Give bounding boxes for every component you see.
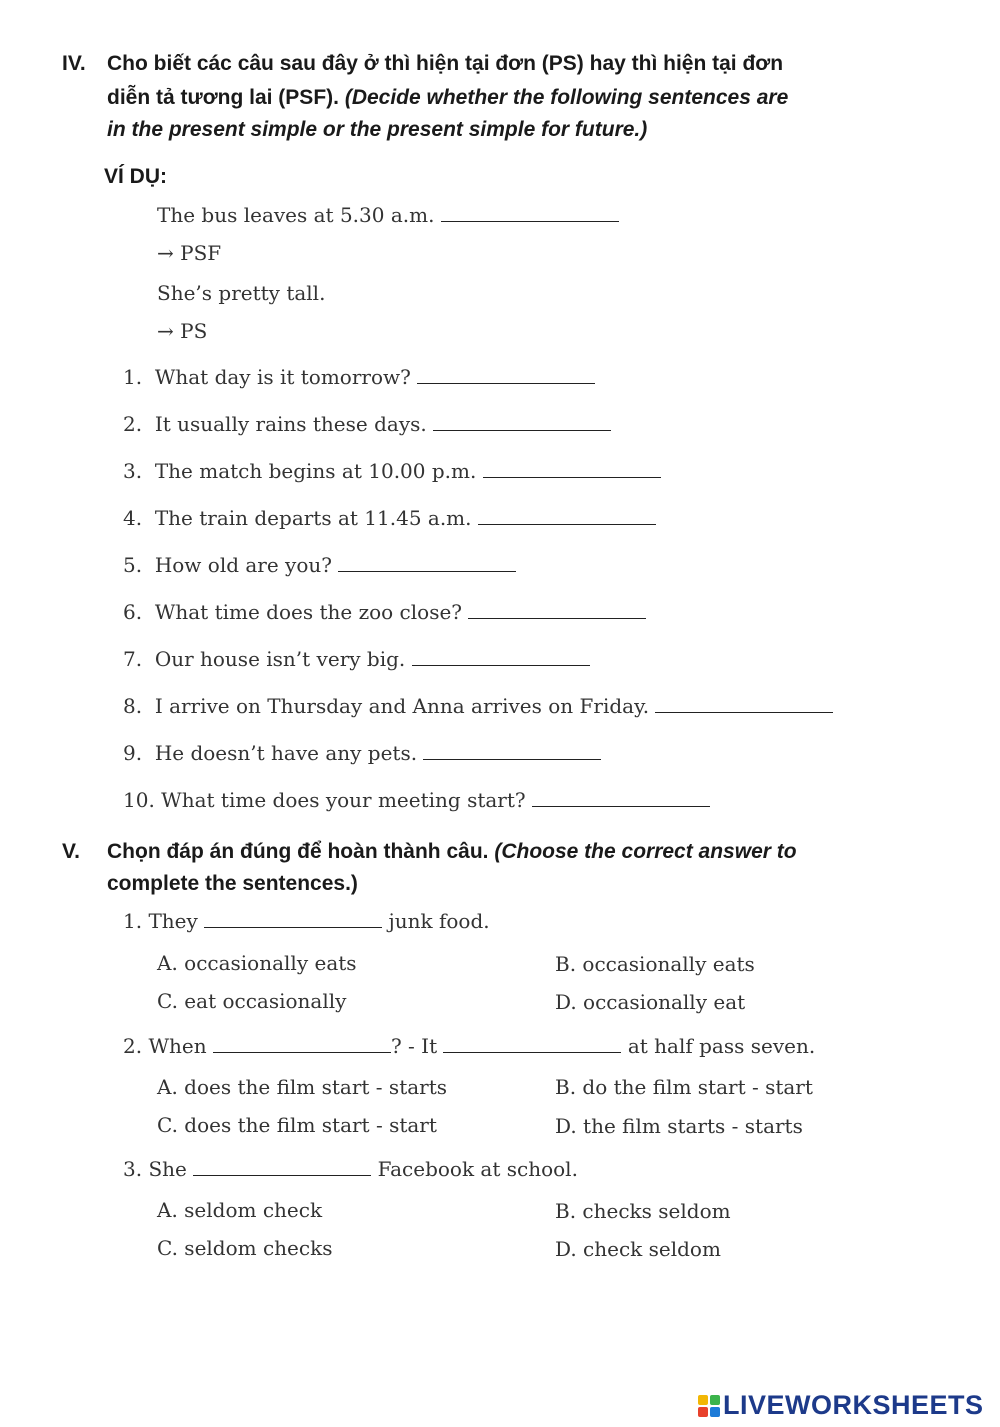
q3-option-b[interactable]: B. checks seldom	[555, 1199, 731, 1223]
section-5-number: V.	[62, 840, 80, 863]
section-5-title-line1	[107, 836, 797, 868]
answer-blank-3[interactable]	[483, 459, 661, 478]
example-1-blank	[441, 203, 619, 222]
item-text: I arrive on Thursday and Anna arrives on Friday.	[154, 694, 650, 718]
item-text: What time does the zoo close?	[154, 600, 463, 624]
q1-option-c[interactable]: C. eat occasionally	[157, 989, 347, 1013]
question-part1: They	[148, 909, 198, 933]
question-num: 2.	[123, 1034, 143, 1058]
item-num: 10.	[123, 788, 155, 812]
liveworksheets-logo	[698, 1390, 984, 1421]
question-part2: Facebook at school.	[377, 1157, 578, 1181]
example-2-sentence: She’s pretty tall.	[157, 281, 326, 305]
q1-option-d[interactable]: D. occasionally eat	[555, 990, 746, 1014]
item-10	[123, 788, 710, 812]
q2-option-d[interactable]: D. the film starts - starts	[555, 1114, 803, 1138]
item-4	[123, 506, 656, 530]
question-part1: When	[148, 1034, 207, 1058]
example-1	[157, 203, 619, 227]
question-2-blank-1[interactable]	[213, 1034, 391, 1053]
answer-blank-9[interactable]	[423, 741, 601, 760]
question-3	[123, 1157, 578, 1181]
q2-option-b[interactable]: B. do the film start - start	[555, 1075, 813, 1099]
item-num: 6.	[123, 600, 143, 624]
question-num: 1.	[123, 909, 143, 933]
item-num: 4.	[123, 506, 143, 530]
item-text: What day is it tomorrow?	[154, 365, 411, 389]
item-text: The match begins at 10.00 p.m.	[154, 459, 477, 483]
question-num: 3.	[123, 1157, 143, 1181]
section-4-title-line2	[107, 82, 788, 114]
item-text: How old are you?	[154, 553, 332, 577]
item-text: What time does your meeting start?	[161, 788, 526, 812]
answer-blank-8[interactable]	[655, 694, 833, 713]
section-4-title-vi-line1: Cho biết các câu sau đây ở thì hiện tại đơn (PS) hay thì hiện tại đơn	[107, 52, 784, 75]
item-num: 8.	[123, 694, 143, 718]
item-text: The train departs at 11.45 a.m.	[154, 506, 472, 530]
section-4-title-en-line2: in the present simple or the present simple for future.)	[107, 118, 648, 141]
question-part2: ? - It	[390, 1034, 438, 1058]
question-part2: junk food.	[388, 909, 490, 933]
item-text: Our house isn’t very big.	[154, 647, 406, 671]
question-2-blank-2[interactable]	[443, 1034, 621, 1053]
question-3-blank[interactable]	[193, 1157, 371, 1176]
item-5	[123, 553, 516, 577]
example-label: VÍ DỤ:	[104, 165, 167, 188]
item-9	[123, 741, 601, 765]
item-text: He doesn’t have any pets.	[154, 741, 418, 765]
answer-blank-2[interactable]	[433, 412, 611, 431]
q1-option-b[interactable]: B. occasionally eats	[555, 952, 755, 976]
answer-blank-5[interactable]	[338, 553, 516, 572]
answer-blank-10[interactable]	[532, 788, 710, 807]
example-1-sentence: The bus leaves at 5.30 a.m.	[157, 203, 435, 227]
liveworksheets-mark-icon	[698, 1395, 720, 1417]
item-text: It usually rains these days.	[154, 412, 427, 436]
item-8	[123, 694, 833, 718]
q3-option-c[interactable]: C. seldom checks	[157, 1236, 333, 1260]
answer-blank-1[interactable]	[417, 365, 595, 384]
item-1	[123, 365, 595, 389]
question-1-blank[interactable]	[204, 909, 382, 928]
q3-option-a[interactable]: A. seldom check	[157, 1198, 323, 1222]
item-2	[123, 412, 611, 436]
example-1-answer: → PSF	[157, 241, 222, 265]
item-num: 2.	[123, 412, 143, 436]
section-4-title-vi-line2: diễn tả tương lai (PSF).	[107, 86, 339, 109]
answer-blank-6[interactable]	[468, 600, 646, 619]
question-1	[123, 909, 490, 933]
q3-option-d[interactable]: D. check seldom	[555, 1237, 721, 1261]
item-num: 7.	[123, 647, 143, 671]
question-part3: at half pass seven.	[627, 1034, 816, 1058]
item-6	[123, 600, 646, 624]
question-2	[123, 1034, 815, 1058]
section-5-title-en-line1: (Choose the correct answer to	[494, 840, 797, 863]
answer-blank-7[interactable]	[412, 647, 590, 666]
brand-name: LIVEWORKSHEETS	[723, 1390, 984, 1420]
q2-option-a[interactable]: A. does the film start - starts	[157, 1075, 448, 1099]
question-part1: She	[148, 1157, 187, 1181]
item-7	[123, 647, 590, 671]
answer-blank-4[interactable]	[478, 506, 656, 525]
section-5-title-en-line2: complete the sentences.)	[107, 872, 358, 895]
item-num: 1.	[123, 365, 143, 389]
q1-option-a[interactable]: A. occasionally eats	[157, 951, 357, 975]
example-2-answer: → PS	[157, 319, 208, 343]
section-5-title-vi: Chọn đáp án đúng để hoàn thành câu.	[107, 840, 489, 863]
item-3	[123, 459, 661, 483]
item-num: 5.	[123, 553, 143, 577]
item-num: 3.	[123, 459, 143, 483]
q2-option-c[interactable]: C. does the film start - start	[157, 1113, 437, 1137]
section-4-number: IV.	[62, 52, 86, 75]
item-num: 9.	[123, 741, 143, 765]
section-4-title-en-line1: (Decide whether the following sentences are	[344, 86, 789, 109]
